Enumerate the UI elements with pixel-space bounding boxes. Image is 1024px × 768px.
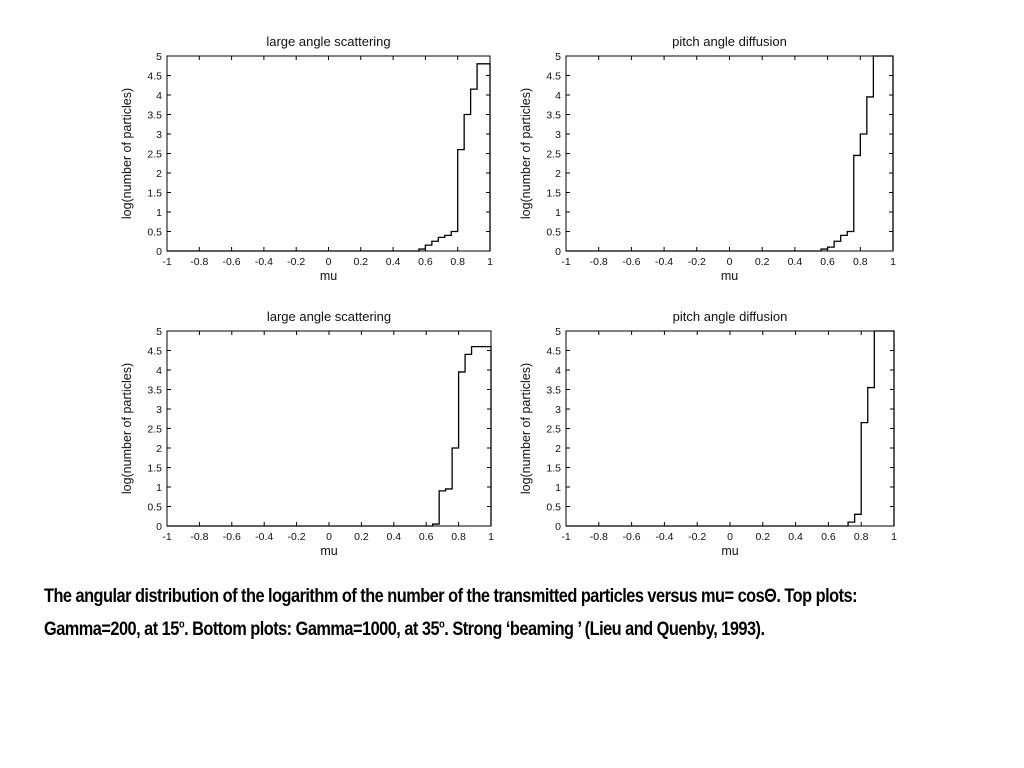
y-tick-label: 2 (156, 168, 162, 180)
x-tick-label: 0.4 (788, 531, 803, 543)
y-tick-label: 4 (555, 365, 561, 377)
y-tick-label: 4 (555, 90, 561, 102)
x-tick-label: -0.4 (655, 256, 674, 268)
y-tick-label: 1.5 (546, 187, 561, 200)
x-tick-label: 1 (487, 256, 493, 268)
x-tick-label: 1 (890, 256, 896, 268)
x-tick-label: 0 (325, 256, 332, 268)
x-tick-label: 0.8 (852, 256, 868, 268)
y-axis-label: log(number of particles) (120, 87, 134, 220)
y-tick-label: 1 (555, 482, 561, 494)
histogram-series (566, 56, 893, 251)
caption-text-2: . Top plots: Gamma=200, at 15 (44, 586, 858, 640)
x-tick-label: -1 (561, 531, 571, 543)
x-tick-label: -1 (561, 256, 571, 268)
y-tick-label: 0.5 (546, 501, 561, 514)
x-tick-label: 0 (727, 531, 733, 543)
x-tick-label: -0.8 (190, 256, 209, 268)
x-tick-label: -0.4 (254, 256, 273, 268)
x-tick-label: 0.8 (450, 256, 466, 268)
y-tick-label: 1 (555, 207, 561, 219)
y-tick-label: 2.5 (147, 148, 162, 161)
caption-degree-1: o (178, 618, 185, 631)
x-tick-label: -0.2 (287, 531, 306, 543)
x-tick-label: -0.6 (222, 256, 241, 268)
y-tick-label: 2.5 (546, 423, 561, 436)
x-tick-label: -1 (162, 256, 172, 268)
y-tick-label: 5 (156, 51, 162, 63)
x-tick-label: 0.6 (820, 256, 835, 268)
x-tick-label: 0.6 (821, 531, 836, 543)
x-tick-label: 0.8 (451, 531, 466, 543)
x-tick-label: 0.2 (754, 256, 770, 268)
y-tick-label: 4.5 (546, 345, 561, 358)
histogram-series (566, 331, 894, 526)
y-tick-label: 3 (555, 404, 561, 416)
panel-title: large angle scattering (266, 34, 391, 49)
y-tick-label: 3 (156, 404, 162, 416)
panel-title: large angle scattering (266, 309, 392, 324)
x-axis-label: mu (720, 269, 739, 283)
y-tick-label: 5 (156, 326, 162, 338)
x-tick-label: -0.2 (687, 256, 706, 268)
y-tick-label: 2 (555, 168, 561, 180)
y-tick-label: 3.5 (147, 109, 162, 122)
y-tick-label: 3.5 (546, 109, 561, 122)
plot-frame (566, 331, 894, 526)
y-tick-label: 3.5 (147, 384, 162, 397)
y-tick-label: 0 (156, 521, 162, 533)
plot-frame (167, 56, 490, 251)
x-tick-label: 0.2 (755, 531, 771, 543)
x-tick-label: -0.6 (622, 256, 641, 268)
caption-text-1: The angular distribution of the logarithm of the number of the transmitted particles versus mu= cos (44, 586, 765, 607)
x-tick-label: -0.8 (589, 531, 608, 543)
y-tick-label: 1.5 (546, 462, 561, 475)
y-tick-label: 0 (555, 521, 561, 533)
x-axis-label: mu (319, 269, 338, 283)
y-axis-label: log(number of particles) (519, 362, 533, 495)
y-tick-label: 0.5 (147, 501, 162, 514)
y-tick-label: 5 (555, 51, 561, 63)
panel-title: pitch angle diffusion (672, 309, 788, 324)
x-tick-label: 0 (326, 531, 332, 543)
x-tick-label: 0.2 (353, 256, 369, 268)
y-tick-label: 3 (156, 129, 162, 141)
x-tick-label: -0.8 (190, 531, 209, 543)
y-tick-label: 0 (156, 246, 162, 258)
y-tick-label: 5 (555, 326, 561, 338)
figure-caption (44, 580, 861, 646)
y-tick-label: 3.5 (546, 384, 561, 397)
x-tick-label: 0 (726, 256, 733, 268)
x-tick-label: 1 (891, 531, 897, 543)
x-tick-label: -1 (162, 531, 172, 543)
histogram-series (167, 347, 491, 526)
y-tick-label: 3 (555, 129, 561, 141)
y-tick-label: 1 (156, 207, 162, 219)
x-tick-label: -0.2 (287, 256, 306, 268)
y-tick-label: 2.5 (546, 148, 561, 161)
x-tick-label: -0.8 (589, 256, 608, 268)
x-tick-label: -0.4 (655, 531, 674, 543)
x-tick-label: -0.4 (255, 531, 274, 543)
y-tick-label: 2 (156, 443, 162, 455)
x-tick-label: 0.4 (787, 256, 803, 268)
x-tick-label: -0.6 (222, 531, 241, 543)
y-tick-label: 2 (555, 443, 561, 455)
panel-title: pitch angle diffusion (672, 34, 787, 49)
y-tick-label: 0.5 (147, 226, 162, 239)
y-tick-label: 4 (156, 90, 162, 102)
x-tick-label: -0.6 (622, 531, 641, 543)
x-tick-label: 0.2 (354, 531, 369, 543)
caption-degree-2: o (439, 618, 445, 631)
y-tick-label: 1.5 (147, 187, 162, 200)
y-tick-label: 0 (555, 246, 561, 258)
y-tick-label: 2.5 (147, 423, 162, 436)
y-axis-label: log(number of particles) (519, 87, 533, 220)
x-tick-label: 0.4 (385, 256, 401, 268)
y-tick-label: 4.5 (147, 345, 162, 358)
y-axis-label: log(number of particles) (120, 362, 134, 495)
chart-panel-2 (519, 34, 896, 283)
chart-panel-3 (120, 309, 494, 558)
x-tick-label: 0.6 (418, 531, 434, 543)
caption-theta-symbol: Θ (764, 586, 777, 607)
x-tick-label: 1 (488, 531, 494, 543)
caption-text-4: . Strong ‘beaming ’ (Lieu and Quenby, 1993). (444, 619, 765, 640)
plot-frame (167, 331, 491, 526)
y-tick-label: 1 (156, 482, 162, 494)
x-tick-label: 0.4 (386, 531, 402, 543)
histogram-series (167, 64, 490, 251)
caption-text-3: . Bottom plots: Gamma=1000, at 35 (184, 619, 440, 640)
y-tick-label: 4 (156, 365, 162, 377)
x-tick-label: 0.6 (418, 256, 433, 268)
x-axis-label: mu (721, 544, 739, 558)
plot-frame (566, 56, 893, 251)
x-axis-label: mu (320, 544, 338, 558)
chart-panel-4 (519, 309, 897, 558)
y-tick-label: 4.5 (546, 70, 561, 83)
x-tick-label: 0.8 (853, 531, 869, 543)
chart-panel-1 (120, 34, 493, 283)
x-tick-label: -0.2 (688, 531, 707, 543)
y-tick-label: 0.5 (546, 226, 561, 239)
y-tick-label: 4.5 (147, 70, 162, 83)
y-tick-label: 1.5 (147, 462, 162, 475)
